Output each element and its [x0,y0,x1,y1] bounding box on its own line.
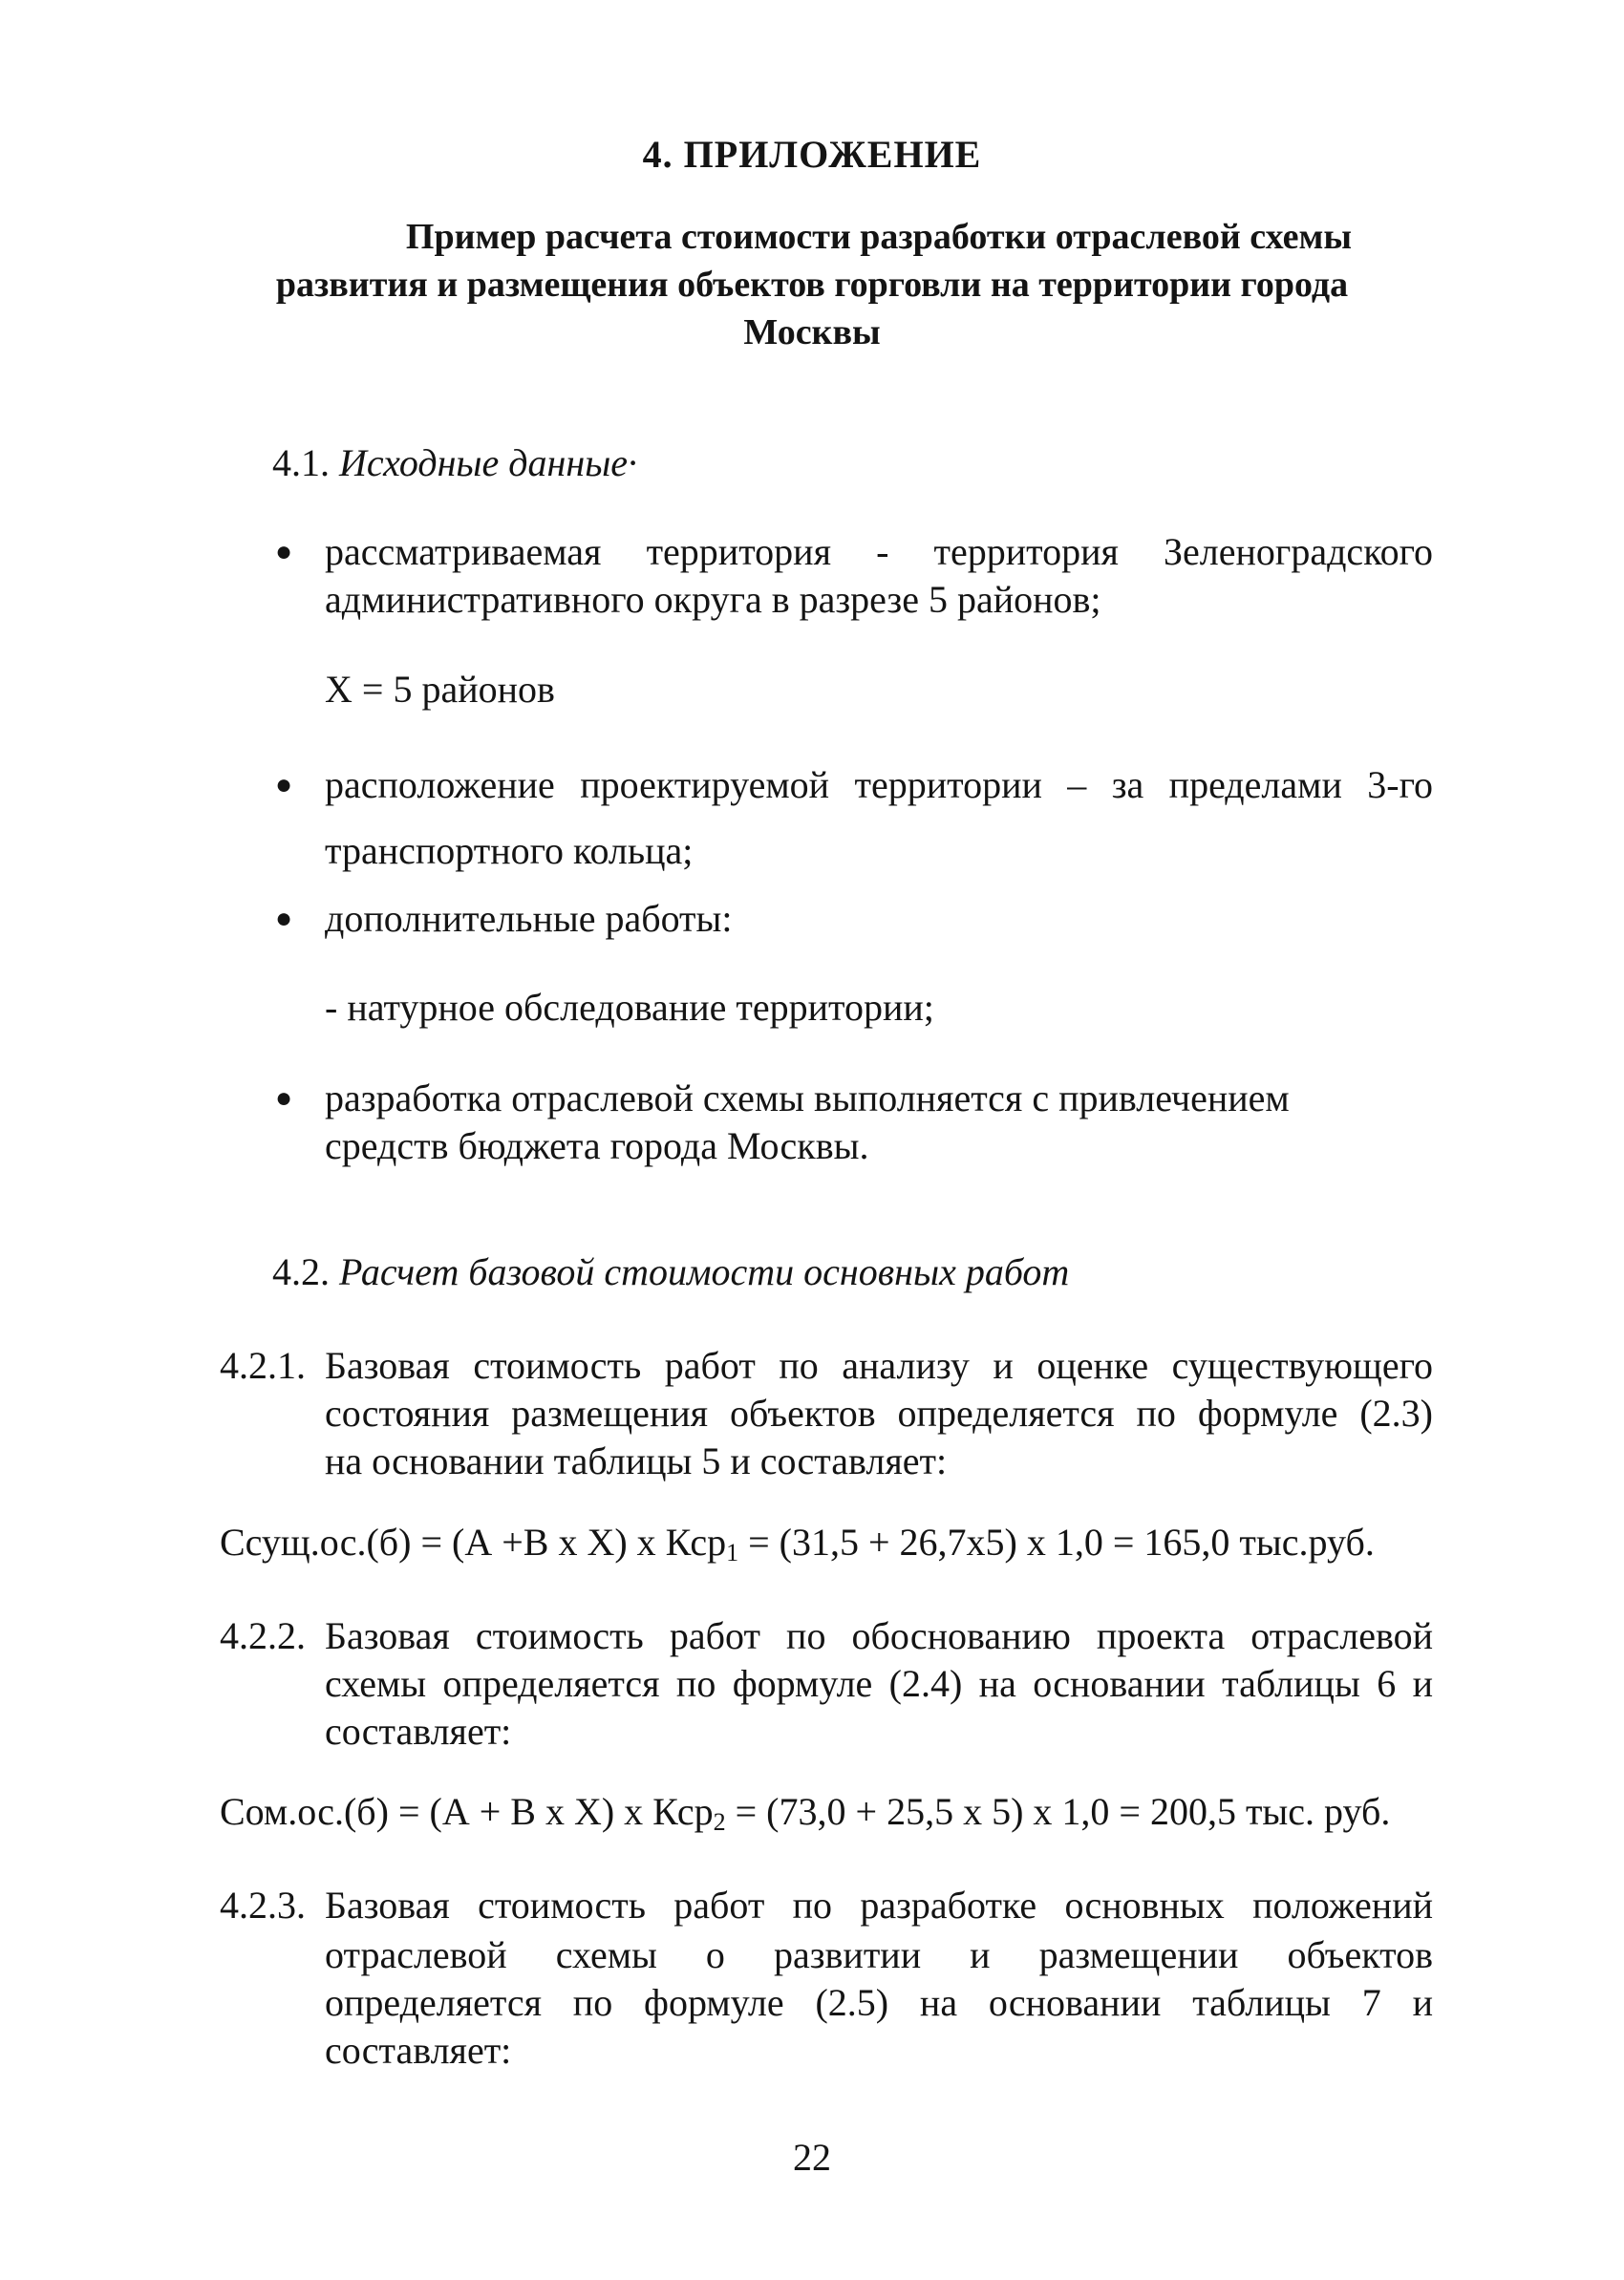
formula-1-subscript: 1 [726,1539,739,1566]
bullet-1-line-1: рассматриваемая территория - территория Зеленоградского [325,530,1433,573]
bullet-icon: ● [275,1082,293,1114]
section-4-1-heading [272,439,637,487]
formula-1-rhs: = (31,5 + 26,7х5) x 1,0 = 165,0 тыс.руб. [738,1521,1375,1564]
formula-1-lhs: Cсущ.ос.(б) = (А +В x X) x Кср [220,1521,727,1564]
paragraph-4-2-3-number: 4.2.3. [220,1884,306,1927]
paragraph-4-2-1-number: 4.2.1. [220,1344,306,1387]
bullet-4-line-1: разработка отраслевой схемы выполняется с привлечением [325,1076,1290,1119]
paragraph-4-2-3-line-2: отраслевой схемы о развитии и размещении объектов [325,1933,1433,1976]
bullet-icon: ● [275,769,293,800]
paragraph-4-2-3-line-3: определяется по формуле (2.5) на основании таблицы 7 и [325,1981,1433,2024]
formula-2-subscript: 2 [713,1808,726,1836]
paragraph-4-2-1-line-1: Базовая стоимость работ по анализу и оценке существующего [325,1344,1433,1387]
appendix-heading: 4. ПРИЛОЖЕНИЕ [642,133,982,176]
bullet-2-line-2: транспортного кольца; [325,829,694,872]
paragraph-4-2-2-line-3: составляет: [325,1710,512,1753]
bullet-3-text: дополнительные работы: [325,897,733,940]
paragraph-4-2-1-line-2: состояния размещения объектов определяется по формуле (2.3) [325,1392,1433,1435]
x-value-line: X = 5 районов [325,668,555,711]
paragraph-4-2-2-line-2: схемы определяется по формуле (2.4) на основании таблицы 6 и [325,1662,1433,1705]
subtitle-line-1: Пример расчета стоимости разработки отраслевой схемы [405,217,1353,257]
section-4-2-heading [272,1248,1069,1296]
paragraph-4-2-2-number: 4.2.2. [220,1614,306,1657]
section-4-1-number: 4.1. [272,441,330,484]
section-4-1-title: Исходные данные· [339,441,638,484]
bullet-3-subitem: - натурное обследование территории; [325,986,934,1029]
paragraph-4-2-2-line-1: Базовая стоимость работ по обоснованию проекта отраслевой [325,1614,1433,1657]
subtitle-line-3: Москвы [743,312,881,352]
section-4-2-number: 4.2. [272,1250,330,1293]
paragraph-4-2-3-line-1: Базовая стоимость работ по разработке основных положений [325,1884,1433,1927]
bullet-icon: ● [275,536,293,567]
page-number: 22 [793,2136,831,2179]
bullet-1-line-2: административного округа в разрезе 5 районов; [325,578,1101,621]
paragraph-4-2-3-line-4: составляет: [325,2029,512,2072]
subtitle-line-2: развития и размещения объектов горговли на территории города [275,265,1349,305]
bullet-4-line-2: средств бюджета города Москвы. [325,1124,869,1167]
bullet-2-line-1: расположение проектируемой территории – за пределами 3-го [325,763,1433,806]
formula-2-lhs: Cом.ос.(б) = (А + В x X) x Кср [220,1790,714,1833]
bullet-icon: ● [275,903,293,934]
formula-2 [220,1788,1390,1836]
paragraph-4-2-1-line-3: на основании таблицы 5 и составляет: [325,1439,948,1482]
formula-1 [220,1519,1375,1566]
formula-2-rhs: = (73,0 + 25,5 x 5) x 1,0 = 200,5 тыс. руб. [725,1790,1391,1833]
section-4-2-title: Расчет базовой стоимости основных работ [339,1250,1070,1293]
